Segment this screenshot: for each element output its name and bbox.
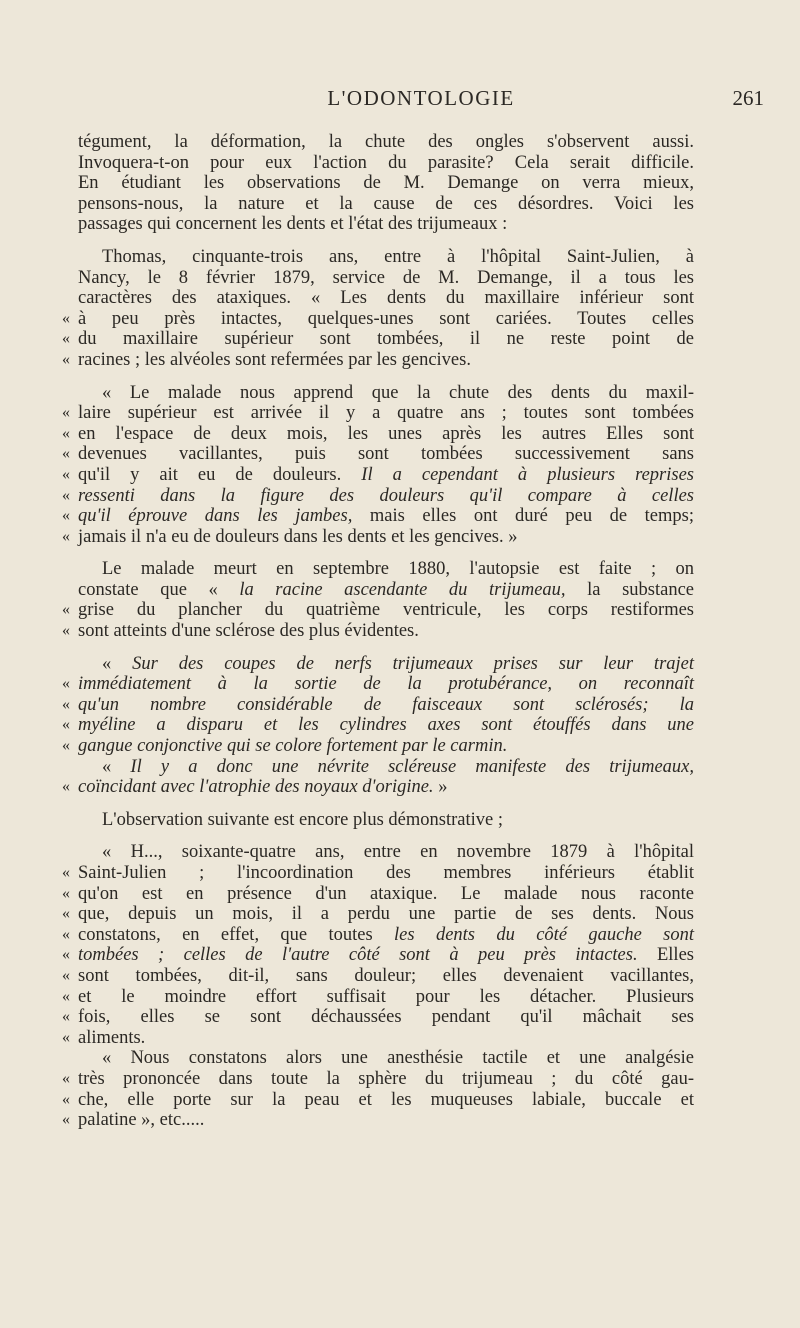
quote-mark: « xyxy=(62,716,70,734)
text-line xyxy=(78,214,694,235)
text-span: « xyxy=(102,653,133,674)
quote-mark: « xyxy=(62,465,70,483)
text-span: Nancy, le 8 février 1879, service de M. Demange, il a tous les xyxy=(78,267,694,288)
text-span: mais elles ont duré peu de temps; xyxy=(352,506,694,527)
quote-mark: « xyxy=(62,1111,70,1129)
text-span: fois, elles se sont déchaussées pendant qu'il mâchait ses xyxy=(78,1007,694,1028)
text-line xyxy=(78,194,694,215)
quote-mark: « xyxy=(62,404,70,422)
text-span: la substance xyxy=(565,579,694,600)
quote-mark: « xyxy=(62,925,70,943)
text-line xyxy=(78,247,694,268)
quote-mark: « xyxy=(62,966,70,984)
page-header xyxy=(78,86,764,116)
quote-mark: « xyxy=(62,622,70,640)
text-line xyxy=(62,464,694,486)
italic-text: gangue conjonctive qui se colore fortement par le carmin. xyxy=(78,736,508,757)
text-line xyxy=(62,736,694,757)
italic-text: Il a cependant à plusieurs reprises xyxy=(361,464,694,485)
text-span: qu'il y ait eu de douleurs. xyxy=(78,464,362,485)
italic-text: coïncidant avec l'atrophie des noyaux d'origine. xyxy=(78,777,434,798)
text-line xyxy=(62,986,694,1008)
text-line xyxy=(62,349,694,371)
text-line xyxy=(62,863,694,884)
text-line xyxy=(62,444,694,465)
text-span: Invoquera-t-on pour eux l'action du parasite? Cela serait difficile. xyxy=(78,152,694,173)
quote-mark: « xyxy=(62,987,70,1005)
italic-text: la racine ascendante du trijumeau, xyxy=(239,579,566,600)
quote-mark: « xyxy=(62,864,70,881)
text-span: et le moindre effort suffisait pour les détacher. Plusieurs xyxy=(78,986,694,1007)
quote-mark: « xyxy=(62,675,70,693)
text-span: « xyxy=(102,756,131,777)
quote-mark: « xyxy=(62,737,70,755)
italic-text: Il y a donc une névrite scléreuse manifeste des trijumeaux, xyxy=(130,756,694,777)
text-line xyxy=(62,924,694,946)
running-title: L'ODONTOLOGIE xyxy=(327,86,515,110)
text-line xyxy=(78,559,694,580)
quote-mark: « xyxy=(62,330,70,348)
text-line xyxy=(78,654,694,675)
text-span: palatine », etc..... xyxy=(78,1110,205,1131)
text-span: « Nous constatons alors une anesthésie tactile et une analgésie xyxy=(102,1048,694,1069)
quote-mark: « xyxy=(62,486,70,504)
text-span: que, depuis un mois, il a perdu une partie de ses dents. Nous xyxy=(78,904,694,925)
text-span: « H..., soixante-quatre ans, entre en novembre 1879 à l'hôpital xyxy=(102,842,694,863)
text-line xyxy=(78,842,694,863)
text-line xyxy=(62,1007,694,1028)
text-line xyxy=(62,1110,694,1131)
quote-mark: « xyxy=(62,1008,70,1026)
text-line xyxy=(78,1048,694,1069)
text-span: che, elle porte sur la peau et les muqueuses labiale, buccale et xyxy=(78,1089,694,1110)
quote-mark: « xyxy=(62,778,70,796)
text-line xyxy=(62,600,694,621)
text-span: sont atteints d'une sclérose des plus évidentes. xyxy=(78,621,419,642)
quote-mark: « xyxy=(62,946,70,964)
text-line xyxy=(62,423,694,445)
text-span: constate que « xyxy=(78,579,240,600)
text-span: En étudiant les observations de M. Demange on verra mieux, xyxy=(78,173,694,194)
quote-mark: « xyxy=(62,884,70,902)
text-span: très prononcée dans toute la sphère du trijumeau ; du côté gau- xyxy=(78,1068,694,1089)
italic-text: qu'il éprouve dans les jambes, xyxy=(78,506,353,527)
text-line xyxy=(62,1027,694,1049)
text-line xyxy=(62,694,694,716)
text-span: du maxillaire supérieur sont tombées, il ne reste point de xyxy=(78,329,694,350)
italic-text: qu'un nombre considérable de faisceaux sont sclérosés; la xyxy=(78,694,694,715)
page-number: 261 xyxy=(732,86,764,110)
text-line xyxy=(62,1068,694,1090)
text-line xyxy=(62,904,694,925)
text-span: constatons, en effet, que toutes xyxy=(78,924,395,945)
text-span: « Le malade nous apprend que la chute des dents du maxil- xyxy=(102,382,694,403)
text-span: » xyxy=(433,777,448,798)
text-line xyxy=(62,1089,694,1111)
text-line xyxy=(62,329,694,350)
text-span: Saint-Julien ; l'incoordination des membres inférieurs établit xyxy=(78,863,694,883)
quote-mark: « xyxy=(62,507,70,525)
text-span: caractères des ataxiques. « Les dents du maxillaire inférieur sont xyxy=(78,288,694,309)
text-line xyxy=(78,810,694,831)
italic-text: Sur des coupes de nerfs trijumeaux prises sur leur trajet xyxy=(132,653,695,674)
text-line xyxy=(78,132,694,153)
text-span: L'observation suivante est encore plus démonstrative ; xyxy=(102,809,503,830)
text-line xyxy=(78,153,694,174)
text-span: tégument, la déformation, la chute des ongles s'observent aussi. xyxy=(78,132,694,152)
quote-mark: « xyxy=(62,527,70,545)
quote-mark: « xyxy=(62,601,70,619)
quote-mark: « xyxy=(62,695,70,713)
italic-text: myéline a disparu et les cylindres axes sont étouffés dans une xyxy=(78,715,694,736)
text-span: pensons-nous, la nature et la cause de ces désordres. Voici les xyxy=(78,193,694,214)
text-line xyxy=(78,580,694,601)
body-text xyxy=(62,132,695,1131)
text-line xyxy=(62,485,694,507)
quote-mark: « xyxy=(62,1028,70,1046)
text-span: sont tombées, dit-il, sans douleur; elles devenaient vacillantes, xyxy=(78,965,694,986)
text-span: jamais il n'a eu de douleurs dans les dents et les gencives. » xyxy=(78,526,518,547)
text-line xyxy=(78,268,694,289)
text-line xyxy=(78,383,694,404)
text-line xyxy=(62,403,694,424)
text-span: racines ; les alvéoles sont refermées par les gencives. xyxy=(78,349,471,370)
italic-text: ressenti dans la figure des douleurs qu'il compare à celles xyxy=(78,485,694,506)
italic-text: tombées ; celles de l'autre côté sont à peu près intactes. xyxy=(78,945,638,966)
text-span: Thomas, cinquante-trois ans, entre à l'hôpital Saint-Julien, à xyxy=(102,246,694,267)
text-span: laire supérieur est arrivée il y a quatre ans ; toutes sont tombées xyxy=(78,403,694,424)
text-span: Le malade meurt en septembre 1880, l'autopsie est faite ; on xyxy=(102,559,694,580)
text-span: passages qui concernent les dents et l'état des trijumeaux : xyxy=(78,214,508,235)
text-line xyxy=(62,526,694,548)
quote-mark: « xyxy=(62,309,70,327)
text-line xyxy=(62,621,694,642)
text-span: aliments. xyxy=(78,1027,146,1048)
text-span: en l'espace de deux mois, les unes après les autres Elles sont xyxy=(78,423,694,444)
quote-mark: « xyxy=(62,350,70,368)
quote-mark: « xyxy=(62,1069,70,1087)
text-span: à peu près intactes, quelques-unes sont cariées. Toutes celles xyxy=(78,308,694,329)
text-line xyxy=(78,288,694,309)
text-span: qu'on est en présence d'un ataxique. Le malade nous raconte xyxy=(78,883,694,904)
text-line xyxy=(62,674,694,695)
italic-text: les dents du côté gauche sont xyxy=(394,924,694,945)
text-line xyxy=(62,506,694,527)
text-span: Elles xyxy=(637,945,694,966)
text-line xyxy=(62,883,694,905)
quote-mark: « xyxy=(62,424,70,442)
text-line xyxy=(62,777,694,798)
text-line xyxy=(62,308,694,330)
text-span: devenues vacillantes, puis sont tombées successivement sans xyxy=(78,444,694,465)
quote-mark: « xyxy=(62,1090,70,1108)
italic-text: immédiatement à la sortie de la protubérance, on reconnaît xyxy=(78,674,694,695)
text-line xyxy=(78,173,694,194)
quote-mark: « xyxy=(62,905,70,923)
text-line xyxy=(78,757,694,778)
text-line xyxy=(62,945,694,966)
text-line xyxy=(62,965,694,987)
quote-mark: « xyxy=(62,445,70,463)
text-line xyxy=(62,715,694,736)
text-span: grise du plancher du quatrième ventricule, les corps restiformes xyxy=(78,600,694,621)
